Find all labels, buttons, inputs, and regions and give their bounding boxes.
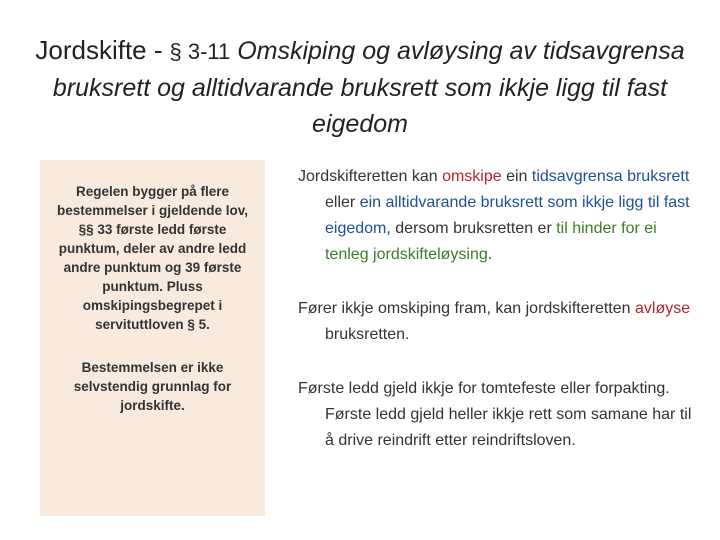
paragraph-2: [298, 296, 698, 348]
note-paragraph-2: Bestemmelsen er ikke selvstendig grunnlag for jordskifte.: [73, 360, 232, 413]
p2-text-a: Fører ikkje omskiping fram, kan jordskifteretten: [298, 300, 635, 317]
p1-text-g: , dersom bruksretten er: [386, 220, 557, 237]
p2-text-c: bruksretten.: [325, 326, 410, 343]
note-box: [40, 160, 265, 516]
p1-text-a: Jordskifteretten kan: [298, 168, 443, 185]
slide-title: [20, 32, 700, 142]
p1-text-c: ein: [501, 168, 532, 185]
title-italic: Omskiping og avløysing av tidsavgrensa bruksrett og alltidvarande bruksrett som ikkje ligg til fast eigedom: [52, 37, 685, 138]
p1-term-alltidvarande: ein alltidvarande bruksrett som ikkje ligg til fast eigedom: [325, 194, 690, 237]
p1-text-i: .: [487, 246, 493, 263]
p1-text-e: eller: [325, 194, 360, 211]
p2-term-avloyse: avløyse: [635, 300, 691, 317]
p3-text-a: Første ledd gjeld ikkje for tomtefeste eller forpakting. Første ledd gjeld heller ikkje rett som samane har til å drive reindrift etter reindriftsloven.: [298, 380, 692, 449]
paragraph-3: [298, 376, 698, 454]
note-paragraph-1: Regelen bygger på flere bestemmelser i gjeldende lov, §§ 33 første ledd første punktum, deler av andre ledd andre punktum og 39 første punktum. Pluss omskipingsbegrepet i servituttloven § 5.: [56, 184, 249, 332]
main-text: [298, 164, 698, 454]
p1-term-tidsavgrensa: tidsavgrensa bruksrett: [531, 168, 690, 185]
p1-term-hinder: til hinder for ei tenleg jordskifteløysing: [325, 220, 657, 263]
title-section: § 3-11: [169, 39, 231, 64]
paragraph-1: [298, 164, 698, 268]
title-main: Jordskifte -: [35, 35, 163, 65]
p1-term-omskipe: omskipe: [442, 168, 502, 185]
